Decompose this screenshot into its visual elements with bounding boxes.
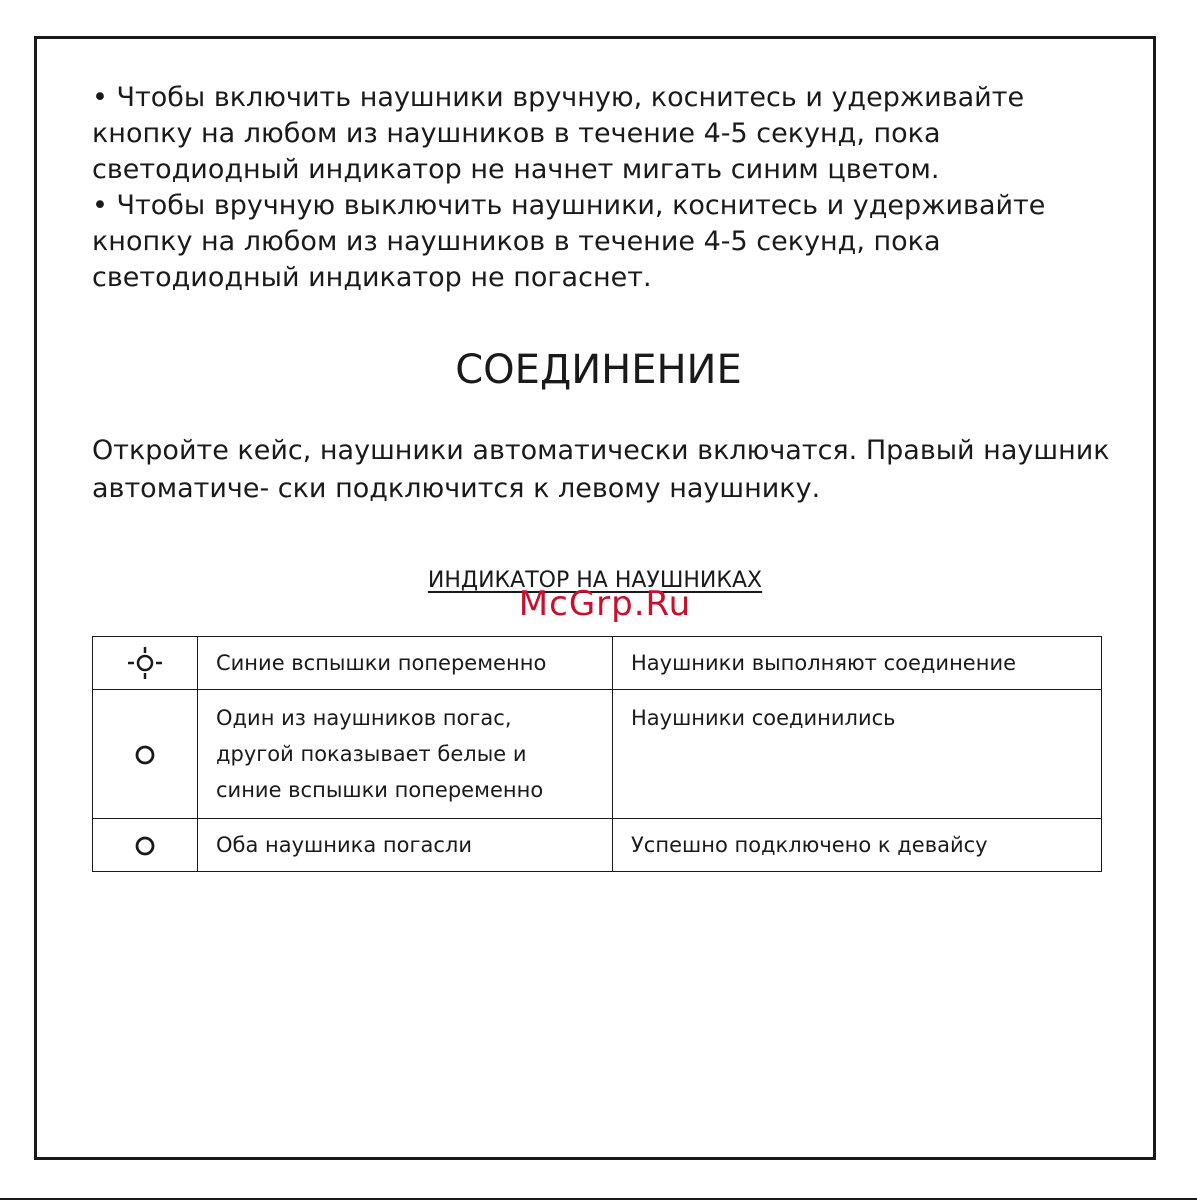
indicator-state: Один из наушников погас, другой показывает белые и синие вспышки попеременно [198, 690, 613, 819]
connection-intro: Откройте кейс, наушники автоматически включатся. Правый наушник автоматиче- ски подключится к левому наушнику. [92, 435, 1110, 504]
watermark: McGrp.Ru [518, 584, 692, 624]
section-heading: СОЕДИНЕНИЕ [455, 347, 742, 393]
table-row [93, 690, 1102, 819]
indicator-state: Оба наушника погасли [198, 819, 613, 872]
led-ring-icon [133, 742, 157, 766]
indicator-icon-cell [93, 637, 198, 690]
indicator-meaning: Наушники соединились [613, 690, 1102, 819]
table-row [93, 819, 1102, 872]
indicator-state: Синие вспышки попеременно [198, 637, 613, 690]
power-off-instruction: • Чтобы вручную выключить наушники, коснитесь и удерживайте кнопку на любом из наушников в течение 4-5 секунд, пока светодиодный индикатор не погаснет. [92, 190, 1046, 293]
blinking-led-icon [125, 650, 165, 674]
indicator-icon-cell [93, 819, 198, 872]
indicator-meaning: Успешно подключено к девайсу [613, 819, 1102, 872]
table-title: ИНДИКАТОР НА НАУШНИКАХ [427, 568, 763, 593]
instructions-list [92, 80, 1112, 296]
table-row [93, 637, 1102, 690]
led-ring-icon [133, 833, 157, 857]
indicator-table [92, 636, 1102, 872]
page-bottom-rule [0, 1198, 1197, 1200]
indicator-meaning: Наушники выполняют соединение [613, 637, 1102, 690]
power-on-instruction: • Чтобы включить наушники вручную, коснитесь и удерживайте кнопку на любом из наушников в течение 4-5 секунд, пока светодиодный индикатор не начнет мигать синим цветом. [92, 82, 1025, 185]
indicator-icon-cell [93, 690, 198, 819]
